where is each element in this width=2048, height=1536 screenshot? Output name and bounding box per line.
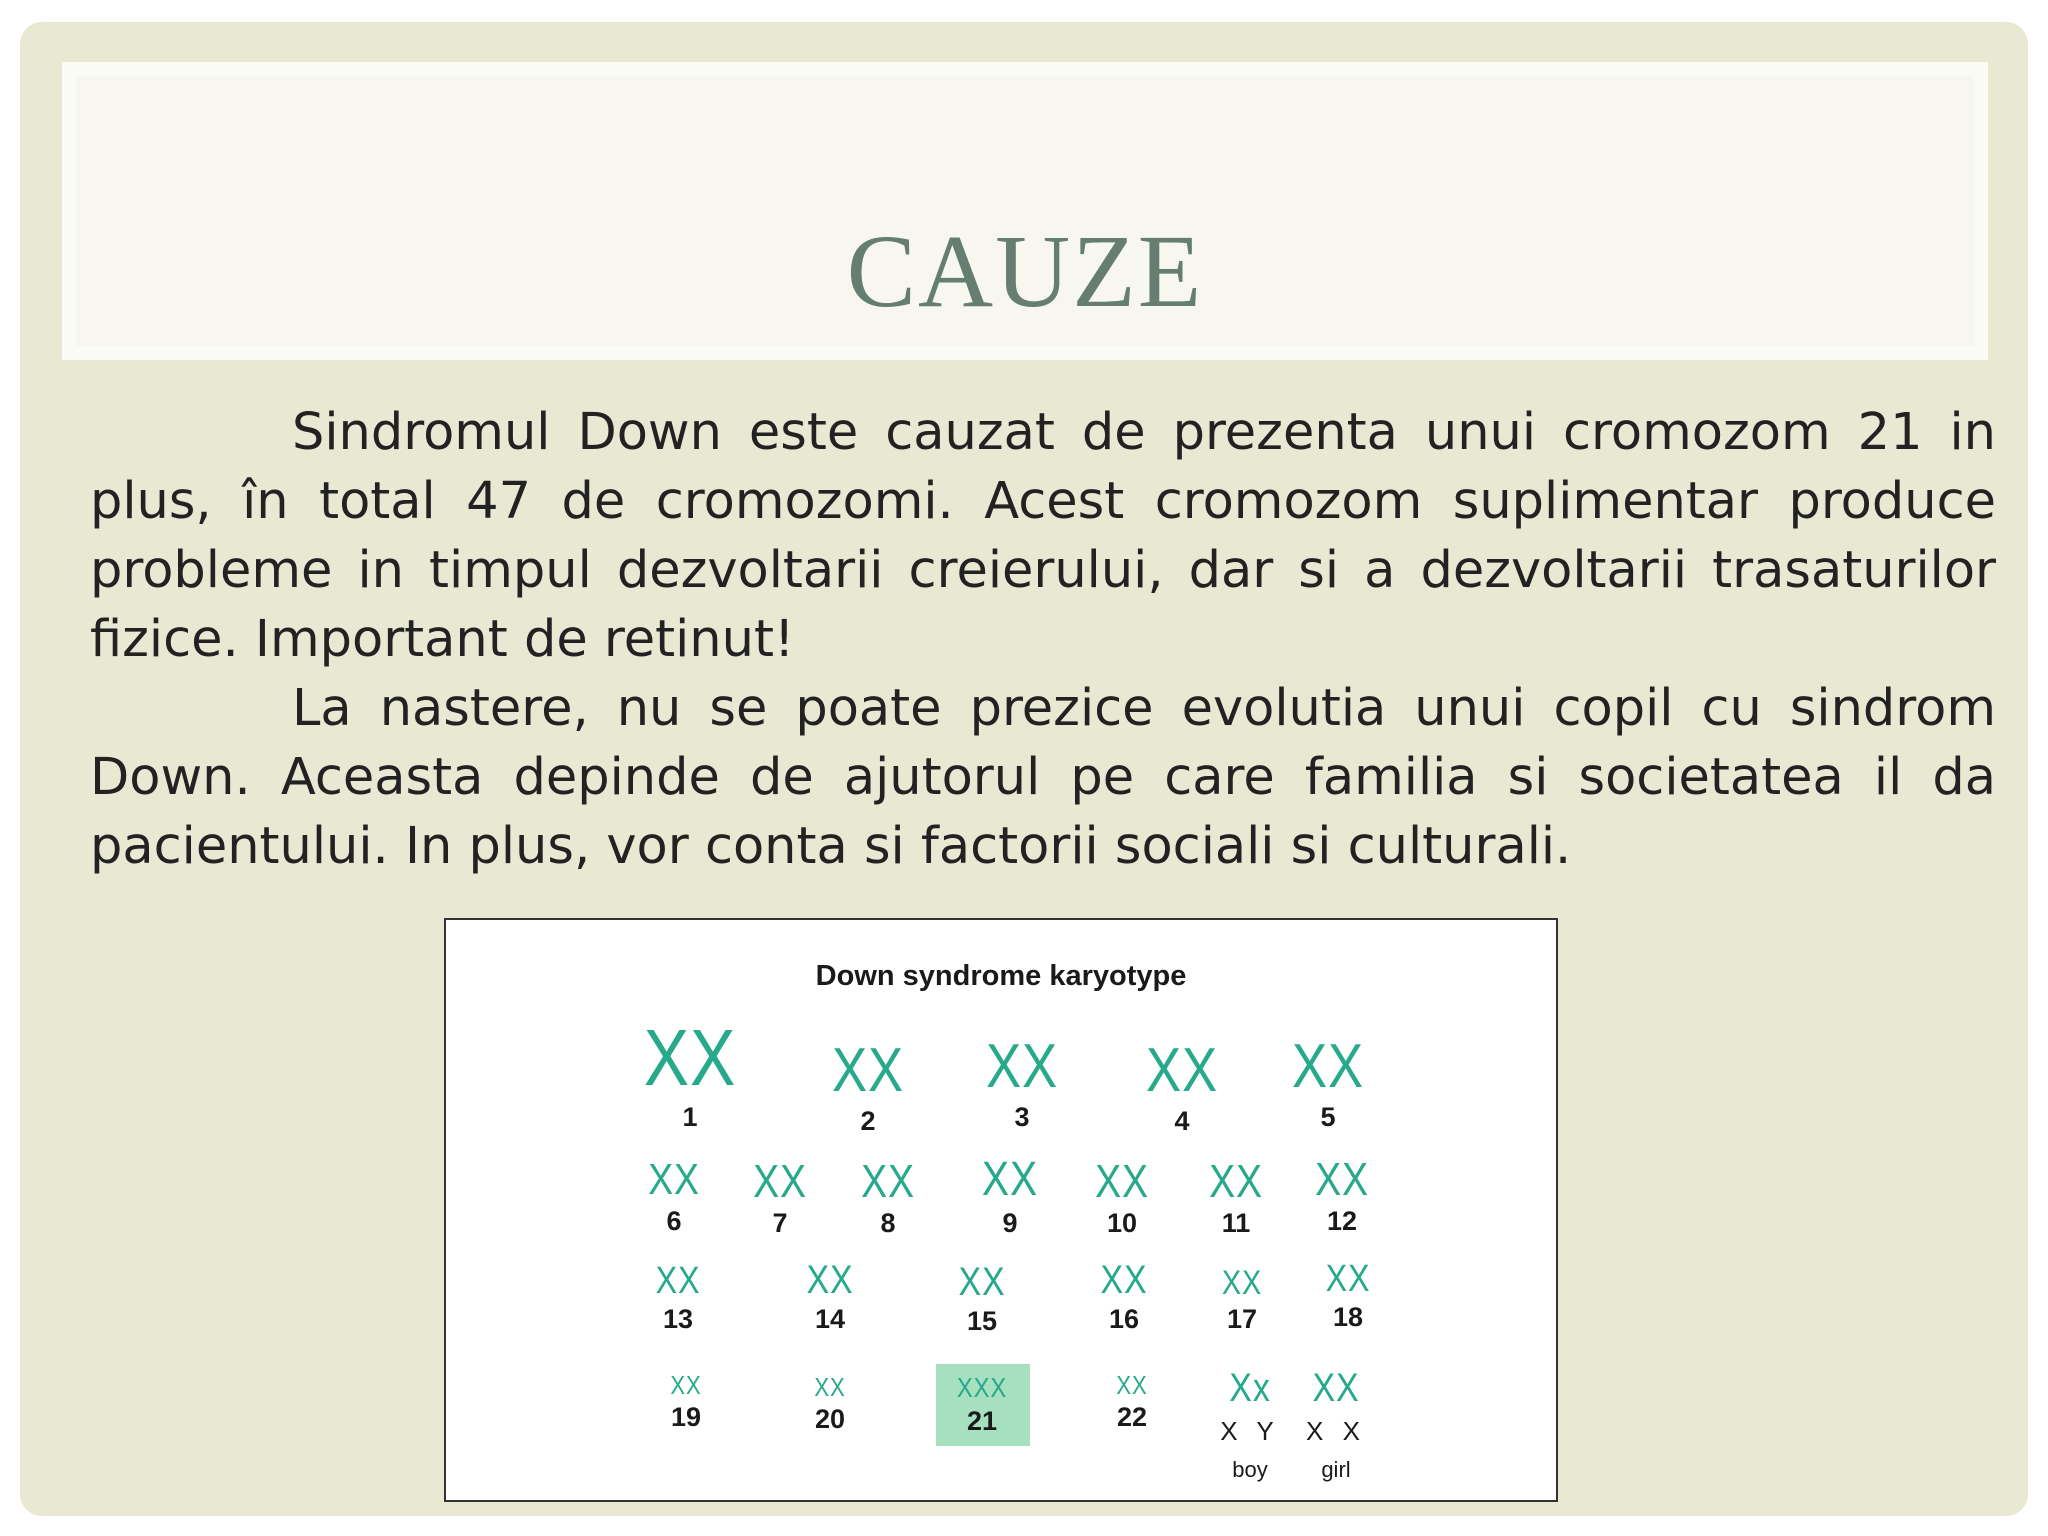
chromosome-number-14: 14 <box>814 1304 846 1334</box>
chromosome-pair-19 <box>668 1372 705 1433</box>
sex-chromosomes-girl <box>1306 1368 1366 1483</box>
chromosome-glyph-19: XX <box>670 1370 702 1400</box>
chromosome-pair-1 <box>636 1013 745 1133</box>
chromosome-number-4: 4 <box>1174 1106 1190 1136</box>
chromosome-pair-13 <box>652 1262 705 1335</box>
chromosome-number-12: 12 <box>1326 1206 1358 1236</box>
chromosome-number-10: 10 <box>1106 1208 1138 1238</box>
chromosome-number-7: 7 <box>772 1208 788 1238</box>
chromosome-number-17: 17 <box>1226 1304 1258 1334</box>
chromosome-pair-16 <box>1096 1260 1151 1335</box>
chromosome-number-18: 18 <box>1332 1302 1364 1332</box>
chromosome-glyph-5: XX <box>1291 1032 1365 1101</box>
chromosome-number-9: 9 <box>1002 1208 1018 1238</box>
chromosome-pair-20 <box>812 1374 849 1435</box>
paragraph-2 <box>90 674 1996 881</box>
chromosome-number-2: 2 <box>860 1106 876 1136</box>
slide-title: CAUZE <box>846 214 1204 329</box>
chromosome-number-16: 16 <box>1108 1304 1140 1334</box>
chromosome-glyph-12: XX <box>1315 1153 1369 1205</box>
chromosome-number-6: 6 <box>666 1206 682 1236</box>
chromosome-glyph-20: XX <box>814 1372 846 1402</box>
chromosome-pair-22 <box>1114 1372 1151 1433</box>
paragraph-1 <box>90 398 1996 674</box>
chromosome-number-5: 5 <box>1320 1102 1336 1132</box>
chromosome-pair-6 <box>644 1155 705 1237</box>
chromosome-pair-3 <box>980 1032 1065 1133</box>
chromosome-number-11: 11 <box>1221 1208 1251 1238</box>
chromosome-number-19: 19 <box>670 1402 702 1432</box>
chromosome-glyph-10: XX <box>1095 1155 1149 1207</box>
chromosome-glyph-2: XX <box>831 1036 905 1105</box>
girl-chromosome-glyph: XX <box>1312 1366 1360 1410</box>
chromosome-glyph-9: XX <box>981 1153 1039 1206</box>
chromosome-pair-7 <box>748 1155 811 1239</box>
body-text <box>90 398 1996 881</box>
chromosome-glyph-3: XX <box>985 1032 1059 1101</box>
chromosome-number-3: 3 <box>1014 1102 1030 1132</box>
chromosome-glyph-21: XXX <box>956 1372 1008 1403</box>
boy-label: boy <box>1232 1457 1268 1482</box>
chromosome-pair-4 <box>1140 1036 1225 1137</box>
chromosome-glyph-17: XX <box>1221 1264 1263 1302</box>
title-box <box>62 62 1988 360</box>
figure-title: Down syndrome karyotype <box>815 960 1187 992</box>
paragraph-2-text: La nastere, nu se poate prezice evolutia unui copil cu sindrom Down. Aceasta depinde de ajutorul pe care familia si societatea il da pacientului. In plus, vor conta si factorii sociali si culturali. <box>90 679 1996 876</box>
chromosome-pair-21 <box>952 1374 1011 1437</box>
chromosome-glyph-14: XX <box>806 1258 854 1302</box>
chromosome-pair-9 <box>977 1153 1043 1239</box>
girl-label: girl <box>1321 1457 1351 1482</box>
paragraph-1-text: Sindromul Down este cauzat de prezenta unui cromozom 21 in plus, în total 47 de cromozomi. Acest cromozom suplimentar produce probleme in timpul dezvoltarii creierului, dar si a dezvoltarii trasaturilor fizice. Important de retinut! <box>90 403 1996 669</box>
chromosome-pair-15 <box>954 1262 1009 1337</box>
chromosome-glyph-16: XX <box>1100 1258 1148 1302</box>
chromosome-glyph-11: XX <box>1209 1155 1263 1207</box>
chromosome-pair-8 <box>856 1155 919 1239</box>
chromosome-number-1: 1 <box>682 1102 698 1132</box>
chromosome-pair-5 <box>1286 1032 1371 1133</box>
sex-chromosomes-boy <box>1220 1368 1279 1483</box>
chromosome-glyph-8: XX <box>861 1155 915 1207</box>
chromosome-glyph-1: XX <box>643 1013 737 1102</box>
chromosome-pair-17 <box>1218 1266 1265 1335</box>
girl-chromosome-label: X X <box>1306 1416 1366 1446</box>
chromosome-number-13: 13 <box>662 1304 694 1334</box>
chromosome-glyph-13: XX <box>655 1260 701 1302</box>
boy-chromosome-glyph: Xx <box>1229 1366 1271 1410</box>
boy-chromosome-label: X Y <box>1220 1416 1280 1446</box>
chromosome-glyph-18: XX <box>1325 1258 1371 1300</box>
chromosome-pair-18 <box>1322 1260 1375 1333</box>
chromosome-pair-10 <box>1090 1155 1153 1239</box>
chromosome-glyph-15: XX <box>958 1260 1006 1304</box>
chromosome-number-21: 21 <box>966 1406 998 1436</box>
chromosome-glyph-7: XX <box>753 1155 807 1207</box>
chromosome-pair-2 <box>826 1036 911 1137</box>
chromosome-pair-14 <box>802 1260 857 1335</box>
chromosome-number-20: 20 <box>814 1404 846 1434</box>
chromosome-glyph-6: XX <box>648 1155 700 1204</box>
chromosome-number-22: 22 <box>1116 1402 1148 1432</box>
chromosome-glyph-4: XX <box>1145 1036 1219 1105</box>
chromosome-number-15: 15 <box>966 1306 998 1336</box>
chromosome-number-8: 8 <box>880 1208 896 1238</box>
chromosome-pair-11 <box>1204 1155 1267 1239</box>
chromosome-pair-12 <box>1310 1153 1373 1237</box>
chromosome-glyph-22: XX <box>1116 1370 1148 1400</box>
